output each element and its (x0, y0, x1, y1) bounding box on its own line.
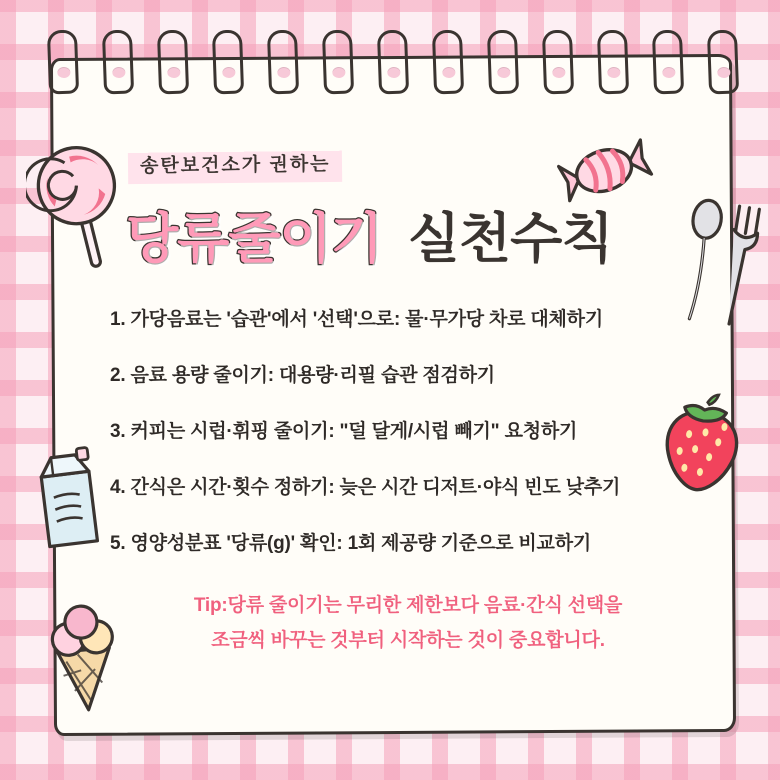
title-main: 실천수칙 (407, 209, 613, 269)
spiral-ring (157, 29, 189, 94)
spiral-ring (377, 29, 409, 94)
list-item: 4. 간식은 시간·횟수 정하기: 늦은 시간 디저트·야식 빈도 낮추기 (110, 477, 621, 498)
spiral-ring (597, 29, 629, 94)
milk-carton-icon (22, 440, 114, 555)
tip-line-1: Tip:당류 줄이기는 무리한 제한보다 음료·간식 선택을 (193, 595, 623, 616)
title-highlight: 당류줄이기 (126, 209, 382, 269)
spiral-ring (322, 29, 354, 94)
strawberry-icon (650, 388, 755, 498)
list-item: 2. 음료 용량 줄이기: 대용량·리필 습관 점검하기 (110, 365, 495, 386)
page-title (126, 196, 612, 273)
lollipop-icon (26, 140, 136, 275)
poster-subtitle: 송탄보건소가 권하는 (128, 144, 343, 184)
spiral-ring (487, 29, 519, 94)
subtitle-wrapper (128, 145, 342, 183)
spiral-ring (542, 29, 574, 94)
spiral-ring (652, 29, 684, 94)
spiral-ring (212, 29, 244, 94)
spiral-ring (47, 29, 79, 94)
list-item: 1. 가당음료는 '습관'에서 '선택'으로: 물·무가당 차로 대체하기 (110, 309, 603, 330)
spiral-ring (707, 29, 739, 94)
candy-icon (556, 130, 656, 210)
spiral-ring (267, 29, 299, 94)
ice-cream-cone-icon (36, 598, 132, 716)
list-item: 3. 커피는 시럽·휘핑 줄이기: "덜 달게/시럽 빼기" 요청하기 (110, 421, 578, 442)
tip-block (148, 588, 668, 658)
spiral-binding (48, 30, 738, 100)
spiral-ring (102, 29, 134, 94)
tip-line-2: 조금씩 바꾸는 것부터 시작하는 것이 중요합니다. (211, 630, 605, 652)
spiral-ring (432, 29, 464, 94)
spoon-fork-icon (678, 196, 764, 336)
list-item: 5. 영양성분표 '당류(g)' 확인: 1회 제공량 기준으로 비교하기 (110, 533, 592, 554)
rules-list (110, 304, 690, 584)
